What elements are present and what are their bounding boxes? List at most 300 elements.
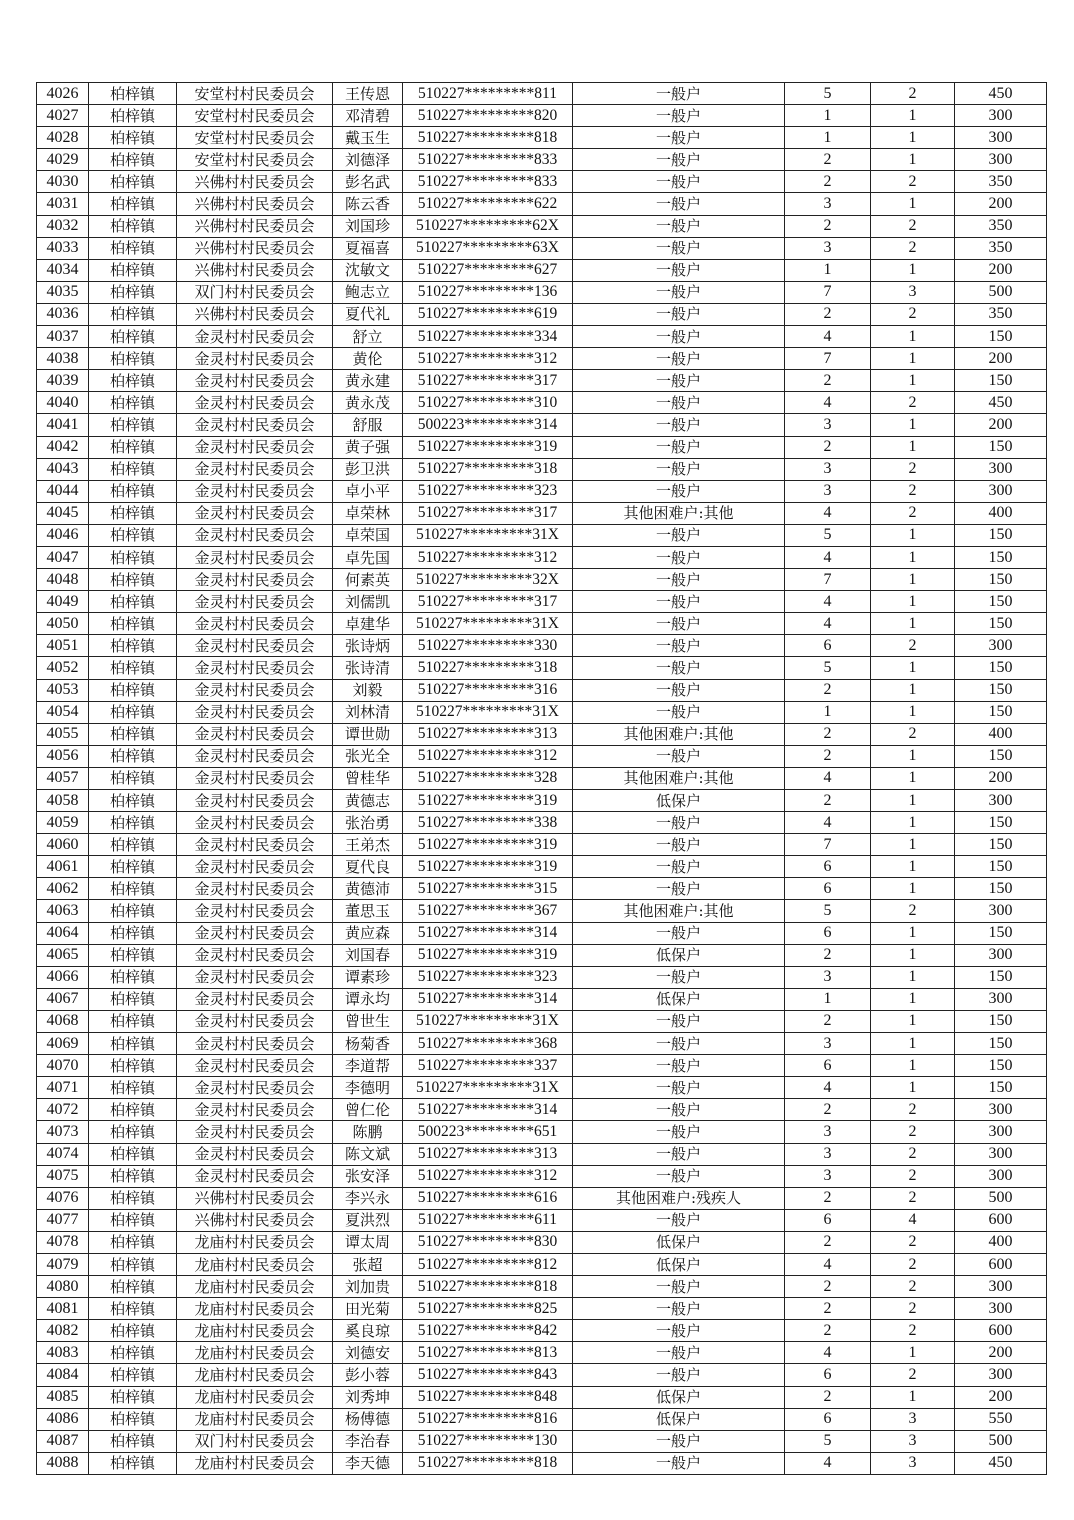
id-number-cell: 510227*********310 xyxy=(403,392,573,414)
name-cell: 李兴永 xyxy=(333,1187,403,1209)
table-body xyxy=(37,83,1047,1475)
household-size-cell: 6 xyxy=(785,856,871,878)
household-size-cell: 1 xyxy=(785,701,871,723)
serial-number-cell: 4032 xyxy=(37,215,89,237)
amount-cell: 150 xyxy=(955,657,1047,679)
name-cell: 张超 xyxy=(333,1253,403,1275)
table-row xyxy=(37,988,1047,1010)
subsidy-people-cell: 1 xyxy=(871,524,955,546)
town-cell: 柏梓镇 xyxy=(89,701,177,723)
table-row xyxy=(37,215,1047,237)
serial-number-cell: 4050 xyxy=(37,613,89,635)
town-cell: 柏梓镇 xyxy=(89,149,177,171)
household-size-cell: 5 xyxy=(785,524,871,546)
town-cell: 柏梓镇 xyxy=(89,1320,177,1342)
household-size-cell: 3 xyxy=(785,414,871,436)
household-type-cell: 低保户 xyxy=(573,944,785,966)
table-row xyxy=(37,1231,1047,1253)
subsidy-people-cell: 1 xyxy=(871,259,955,281)
name-cell: 刘加贵 xyxy=(333,1276,403,1298)
committee-cell: 金灵村村民委员会 xyxy=(177,414,333,436)
committee-cell: 金灵村村民委员会 xyxy=(177,834,333,856)
household-type-cell: 一般户 xyxy=(573,127,785,149)
committee-cell: 金灵村村民委员会 xyxy=(177,745,333,767)
town-cell: 柏梓镇 xyxy=(89,392,177,414)
household-type-cell: 其他困难户:残疾人 xyxy=(573,1187,785,1209)
household-type-cell: 一般户 xyxy=(573,480,785,502)
subsidy-people-cell: 2 xyxy=(871,215,955,237)
amount-cell: 150 xyxy=(955,1077,1047,1099)
amount-cell: 350 xyxy=(955,171,1047,193)
committee-cell: 金灵村村民委员会 xyxy=(177,1055,333,1077)
table-row xyxy=(37,348,1047,370)
id-number-cell: 510227*********319 xyxy=(403,790,573,812)
id-number-cell: 510227*********314 xyxy=(403,988,573,1010)
household-size-cell: 1 xyxy=(785,127,871,149)
name-cell: 谭世勋 xyxy=(333,723,403,745)
name-cell: 戴玉生 xyxy=(333,127,403,149)
name-cell: 彭名武 xyxy=(333,171,403,193)
table-row xyxy=(37,723,1047,745)
committee-cell: 金灵村村民委员会 xyxy=(177,657,333,679)
id-number-cell: 510227*********316 xyxy=(403,679,573,701)
name-cell: 卓建华 xyxy=(333,613,403,635)
table-row xyxy=(37,1165,1047,1187)
household-type-cell: 一般户 xyxy=(573,1452,785,1474)
household-size-cell: 5 xyxy=(785,900,871,922)
committee-cell: 龙庙村村民委员会 xyxy=(177,1276,333,1298)
household-size-cell: 2 xyxy=(785,1320,871,1342)
table-row xyxy=(37,679,1047,701)
table-row xyxy=(37,524,1047,546)
subsidy-people-cell: 2 xyxy=(871,1364,955,1386)
subsidy-people-cell: 1 xyxy=(871,569,955,591)
subsidy-people-cell: 2 xyxy=(871,1099,955,1121)
household-type-cell: 一般户 xyxy=(573,834,785,856)
subsidy-people-cell: 1 xyxy=(871,856,955,878)
table-row xyxy=(37,1386,1047,1408)
table-row xyxy=(37,1452,1047,1474)
table-row xyxy=(37,326,1047,348)
amount-cell: 150 xyxy=(955,679,1047,701)
subsidy-people-cell: 1 xyxy=(871,193,955,215)
subsidy-people-cell: 3 xyxy=(871,281,955,303)
table-row xyxy=(37,1010,1047,1032)
committee-cell: 安堂村村民委员会 xyxy=(177,105,333,127)
subsidy-people-cell: 1 xyxy=(871,922,955,944)
serial-number-cell: 4065 xyxy=(37,944,89,966)
subsidy-people-cell: 2 xyxy=(871,1121,955,1143)
subsidy-people-cell: 1 xyxy=(871,1055,955,1077)
amount-cell: 300 xyxy=(955,944,1047,966)
committee-cell: 金灵村村民委员会 xyxy=(177,988,333,1010)
id-number-cell: 510227*********323 xyxy=(403,966,573,988)
household-type-cell: 低保户 xyxy=(573,1253,785,1275)
table-row xyxy=(37,878,1047,900)
id-number-cell: 510227*********315 xyxy=(403,878,573,900)
household-size-cell: 1 xyxy=(785,259,871,281)
town-cell: 柏梓镇 xyxy=(89,436,177,458)
subsidy-people-cell: 2 xyxy=(871,83,955,105)
table-row xyxy=(37,569,1047,591)
town-cell: 柏梓镇 xyxy=(89,1386,177,1408)
household-size-cell: 2 xyxy=(785,1099,871,1121)
committee-cell: 金灵村村民委员会 xyxy=(177,856,333,878)
name-cell: 张诗清 xyxy=(333,657,403,679)
serial-number-cell: 4061 xyxy=(37,856,89,878)
subsidy-people-cell: 1 xyxy=(871,436,955,458)
id-number-cell: 510227*********338 xyxy=(403,812,573,834)
household-type-cell: 一般户 xyxy=(573,546,785,568)
committee-cell: 龙庙村村民委员会 xyxy=(177,1342,333,1364)
household-type-cell: 一般户 xyxy=(573,237,785,259)
name-cell: 卓小平 xyxy=(333,480,403,502)
table-row xyxy=(37,1121,1047,1143)
name-cell: 刘毅 xyxy=(333,679,403,701)
household-size-cell: 2 xyxy=(785,790,871,812)
amount-cell: 200 xyxy=(955,348,1047,370)
town-cell: 柏梓镇 xyxy=(89,105,177,127)
household-size-cell: 2 xyxy=(785,436,871,458)
household-size-cell: 2 xyxy=(785,171,871,193)
household-type-cell: 一般户 xyxy=(573,1143,785,1165)
town-cell: 柏梓镇 xyxy=(89,767,177,789)
subsidy-people-cell: 1 xyxy=(871,546,955,568)
subsidy-people-cell: 1 xyxy=(871,414,955,436)
serial-number-cell: 4042 xyxy=(37,436,89,458)
name-cell: 黄应森 xyxy=(333,922,403,944)
household-size-cell: 4 xyxy=(785,546,871,568)
table-row xyxy=(37,812,1047,834)
amount-cell: 300 xyxy=(955,1143,1047,1165)
town-cell: 柏梓镇 xyxy=(89,259,177,281)
id-number-cell: 500223*********314 xyxy=(403,414,573,436)
household-size-cell: 2 xyxy=(785,303,871,325)
subsidy-people-cell: 3 xyxy=(871,1430,955,1452)
serial-number-cell: 4081 xyxy=(37,1298,89,1320)
committee-cell: 金灵村村民委员会 xyxy=(177,900,333,922)
id-number-cell: 510227*********312 xyxy=(403,348,573,370)
name-cell: 黄永茂 xyxy=(333,392,403,414)
serial-number-cell: 4059 xyxy=(37,812,89,834)
serial-number-cell: 4037 xyxy=(37,326,89,348)
serial-number-cell: 4080 xyxy=(37,1276,89,1298)
name-cell: 陈云香 xyxy=(333,193,403,215)
id-number-cell: 510227*********330 xyxy=(403,635,573,657)
household-size-cell: 3 xyxy=(785,458,871,480)
serial-number-cell: 4074 xyxy=(37,1143,89,1165)
household-type-cell: 一般户 xyxy=(573,458,785,480)
serial-number-cell: 4068 xyxy=(37,1010,89,1032)
serial-number-cell: 4067 xyxy=(37,988,89,1010)
serial-number-cell: 4033 xyxy=(37,237,89,259)
amount-cell: 300 xyxy=(955,1099,1047,1121)
table-row xyxy=(37,546,1047,568)
subsidy-people-cell: 2 xyxy=(871,1298,955,1320)
household-type-cell: 一般户 xyxy=(573,701,785,723)
amount-cell: 600 xyxy=(955,1209,1047,1231)
household-size-cell: 2 xyxy=(785,1276,871,1298)
amount-cell: 500 xyxy=(955,281,1047,303)
id-number-cell: 510227*********31X xyxy=(403,1010,573,1032)
household-size-cell: 4 xyxy=(785,1253,871,1275)
household-type-cell: 一般户 xyxy=(573,657,785,679)
table-row xyxy=(37,1187,1047,1209)
subsidy-people-cell: 3 xyxy=(871,1408,955,1430)
household-type-cell: 一般户 xyxy=(573,966,785,988)
town-cell: 柏梓镇 xyxy=(89,303,177,325)
household-type-cell: 其他困难户:其他 xyxy=(573,900,785,922)
amount-cell: 150 xyxy=(955,591,1047,613)
table-row xyxy=(37,259,1047,281)
town-cell: 柏梓镇 xyxy=(89,1253,177,1275)
town-cell: 柏梓镇 xyxy=(89,237,177,259)
household-type-cell: 一般户 xyxy=(573,149,785,171)
amount-cell: 200 xyxy=(955,414,1047,436)
town-cell: 柏梓镇 xyxy=(89,1121,177,1143)
amount-cell: 150 xyxy=(955,812,1047,834)
household-size-cell: 6 xyxy=(785,1055,871,1077)
household-type-cell: 一般户 xyxy=(573,569,785,591)
subsidy-people-cell: 2 xyxy=(871,237,955,259)
town-cell: 柏梓镇 xyxy=(89,1430,177,1452)
household-size-cell: 4 xyxy=(785,326,871,348)
committee-cell: 金灵村村民委员会 xyxy=(177,524,333,546)
subsidy-people-cell: 1 xyxy=(871,878,955,900)
id-number-cell: 510227*********848 xyxy=(403,1386,573,1408)
id-number-cell: 510227*********622 xyxy=(403,193,573,215)
amount-cell: 350 xyxy=(955,303,1047,325)
table-row xyxy=(37,149,1047,171)
committee-cell: 金灵村村民委员会 xyxy=(177,1033,333,1055)
id-number-cell: 510227*********136 xyxy=(403,281,573,303)
name-cell: 黄永建 xyxy=(333,370,403,392)
id-number-cell: 510227*********312 xyxy=(403,1165,573,1187)
name-cell: 张光全 xyxy=(333,745,403,767)
serial-number-cell: 4049 xyxy=(37,591,89,613)
amount-cell: 150 xyxy=(955,370,1047,392)
household-size-cell: 4 xyxy=(785,812,871,834)
serial-number-cell: 4066 xyxy=(37,966,89,988)
name-cell: 夏洪烈 xyxy=(333,1209,403,1231)
table-row xyxy=(37,1099,1047,1121)
subsidy-people-cell: 1 xyxy=(871,834,955,856)
household-type-cell: 一般户 xyxy=(573,1010,785,1032)
id-number-cell: 510227*********31X xyxy=(403,1077,573,1099)
committee-cell: 金灵村村民委员会 xyxy=(177,701,333,723)
town-cell: 柏梓镇 xyxy=(89,193,177,215)
table-row xyxy=(37,458,1047,480)
committee-cell: 金灵村村民委员会 xyxy=(177,613,333,635)
household-type-cell: 一般户 xyxy=(573,1320,785,1342)
serial-number-cell: 4038 xyxy=(37,348,89,370)
amount-cell: 300 xyxy=(955,149,1047,171)
serial-number-cell: 4077 xyxy=(37,1209,89,1231)
table-row xyxy=(37,436,1047,458)
household-size-cell: 6 xyxy=(785,878,871,900)
household-size-cell: 7 xyxy=(785,281,871,303)
name-cell: 夏福喜 xyxy=(333,237,403,259)
household-size-cell: 3 xyxy=(785,480,871,502)
amount-cell: 400 xyxy=(955,723,1047,745)
town-cell: 柏梓镇 xyxy=(89,944,177,966)
name-cell: 彭小蓉 xyxy=(333,1364,403,1386)
serial-number-cell: 4078 xyxy=(37,1231,89,1253)
town-cell: 柏梓镇 xyxy=(89,900,177,922)
committee-cell: 兴佛村村民委员会 xyxy=(177,237,333,259)
amount-cell: 150 xyxy=(955,856,1047,878)
name-cell: 黄德沛 xyxy=(333,878,403,900)
table-row xyxy=(37,502,1047,524)
amount-cell: 150 xyxy=(955,569,1047,591)
amount-cell: 150 xyxy=(955,1033,1047,1055)
id-number-cell: 510227*********319 xyxy=(403,436,573,458)
committee-cell: 金灵村村民委员会 xyxy=(177,436,333,458)
amount-cell: 300 xyxy=(955,1298,1047,1320)
committee-cell: 龙庙村村民委员会 xyxy=(177,1298,333,1320)
town-cell: 柏梓镇 xyxy=(89,635,177,657)
household-size-cell: 3 xyxy=(785,1121,871,1143)
table-row xyxy=(37,1253,1047,1275)
name-cell: 董思玉 xyxy=(333,900,403,922)
amount-cell: 150 xyxy=(955,834,1047,856)
town-cell: 柏梓镇 xyxy=(89,502,177,524)
serial-number-cell: 4031 xyxy=(37,193,89,215)
table-row xyxy=(37,613,1047,635)
town-cell: 柏梓镇 xyxy=(89,1276,177,1298)
subsidy-people-cell: 2 xyxy=(871,1143,955,1165)
subsidy-people-cell: 1 xyxy=(871,812,955,834)
committee-cell: 龙庙村村民委员会 xyxy=(177,1364,333,1386)
committee-cell: 金灵村村民委员会 xyxy=(177,458,333,480)
household-type-cell: 一般户 xyxy=(573,392,785,414)
household-type-cell: 低保户 xyxy=(573,790,785,812)
id-number-cell: 510227*********317 xyxy=(403,370,573,392)
serial-number-cell: 4085 xyxy=(37,1386,89,1408)
town-cell: 柏梓镇 xyxy=(89,569,177,591)
name-cell: 刘林清 xyxy=(333,701,403,723)
id-number-cell: 510227*********319 xyxy=(403,944,573,966)
household-size-cell: 2 xyxy=(785,370,871,392)
subsidy-people-cell: 1 xyxy=(871,745,955,767)
name-cell: 黄伦 xyxy=(333,348,403,370)
subsidy-people-cell: 2 xyxy=(871,303,955,325)
subsidy-people-cell: 1 xyxy=(871,944,955,966)
town-cell: 柏梓镇 xyxy=(89,1077,177,1099)
name-cell: 杨菊香 xyxy=(333,1033,403,1055)
amount-cell: 200 xyxy=(955,193,1047,215)
name-cell: 刘德安 xyxy=(333,1342,403,1364)
subsidy-people-cell: 2 xyxy=(871,1165,955,1187)
committee-cell: 龙庙村村民委员会 xyxy=(177,1320,333,1342)
serial-number-cell: 4083 xyxy=(37,1342,89,1364)
serial-number-cell: 4073 xyxy=(37,1121,89,1143)
household-type-cell: 一般户 xyxy=(573,1055,785,1077)
household-size-cell: 2 xyxy=(785,1386,871,1408)
name-cell: 王传恩 xyxy=(333,83,403,105)
amount-cell: 450 xyxy=(955,1452,1047,1474)
household-type-cell: 一般户 xyxy=(573,1209,785,1231)
town-cell: 柏梓镇 xyxy=(89,1099,177,1121)
serial-number-cell: 4047 xyxy=(37,546,89,568)
household-size-cell: 6 xyxy=(785,635,871,657)
id-number-cell: 510227*********367 xyxy=(403,900,573,922)
name-cell: 王弟杰 xyxy=(333,834,403,856)
table-row xyxy=(37,1408,1047,1430)
name-cell: 邓清碧 xyxy=(333,105,403,127)
committee-cell: 兴佛村村民委员会 xyxy=(177,1209,333,1231)
committee-cell: 金灵村村民委员会 xyxy=(177,922,333,944)
name-cell: 何素英 xyxy=(333,569,403,591)
name-cell: 卓荣国 xyxy=(333,524,403,546)
household-type-cell: 一般户 xyxy=(573,1364,785,1386)
household-size-cell: 5 xyxy=(785,83,871,105)
serial-number-cell: 4057 xyxy=(37,767,89,789)
committee-cell: 龙庙村村民委员会 xyxy=(177,1408,333,1430)
subsidy-people-cell: 4 xyxy=(871,1209,955,1231)
committee-cell: 金灵村村民委员会 xyxy=(177,1077,333,1099)
subsidy-people-cell: 1 xyxy=(871,591,955,613)
id-number-cell: 510227*********619 xyxy=(403,303,573,325)
data-table xyxy=(36,82,1047,1475)
amount-cell: 600 xyxy=(955,1320,1047,1342)
subsidy-people-cell: 1 xyxy=(871,657,955,679)
table-row xyxy=(37,193,1047,215)
table-row xyxy=(37,127,1047,149)
name-cell: 刘国珍 xyxy=(333,215,403,237)
amount-cell: 150 xyxy=(955,1010,1047,1032)
amount-cell: 400 xyxy=(955,502,1047,524)
household-type-cell: 一般户 xyxy=(573,436,785,458)
table-row xyxy=(37,1276,1047,1298)
committee-cell: 金灵村村民委员会 xyxy=(177,392,333,414)
household-size-cell: 3 xyxy=(785,1033,871,1055)
town-cell: 柏梓镇 xyxy=(89,1165,177,1187)
household-size-cell: 2 xyxy=(785,1187,871,1209)
committee-cell: 兴佛村村民委员会 xyxy=(177,1187,333,1209)
committee-cell: 金灵村村民委员会 xyxy=(177,944,333,966)
id-number-cell: 510227*********314 xyxy=(403,922,573,944)
household-size-cell: 6 xyxy=(785,1209,871,1231)
subsidy-people-cell: 2 xyxy=(871,502,955,524)
town-cell: 柏梓镇 xyxy=(89,790,177,812)
committee-cell: 金灵村村民委员会 xyxy=(177,790,333,812)
town-cell: 柏梓镇 xyxy=(89,812,177,834)
serial-number-cell: 4087 xyxy=(37,1430,89,1452)
id-number-cell: 510227*********318 xyxy=(403,657,573,679)
subsidy-people-cell: 1 xyxy=(871,149,955,171)
household-size-cell: 4 xyxy=(785,1077,871,1099)
household-size-cell: 2 xyxy=(785,944,871,966)
serial-number-cell: 4063 xyxy=(37,900,89,922)
serial-number-cell: 4051 xyxy=(37,635,89,657)
serial-number-cell: 4029 xyxy=(37,149,89,171)
table-row xyxy=(37,834,1047,856)
id-number-cell: 510227*********842 xyxy=(403,1320,573,1342)
town-cell: 柏梓镇 xyxy=(89,1452,177,1474)
serial-number-cell: 4052 xyxy=(37,657,89,679)
serial-number-cell: 4056 xyxy=(37,745,89,767)
committee-cell: 龙庙村村民委员会 xyxy=(177,1253,333,1275)
amount-cell: 400 xyxy=(955,1231,1047,1253)
committee-cell: 金灵村村民委员会 xyxy=(177,812,333,834)
subsidy-people-cell: 1 xyxy=(871,767,955,789)
town-cell: 柏梓镇 xyxy=(89,745,177,767)
id-number-cell: 510227*********317 xyxy=(403,591,573,613)
amount-cell: 450 xyxy=(955,392,1047,414)
town-cell: 柏梓镇 xyxy=(89,480,177,502)
id-number-cell: 510227*********818 xyxy=(403,1276,573,1298)
